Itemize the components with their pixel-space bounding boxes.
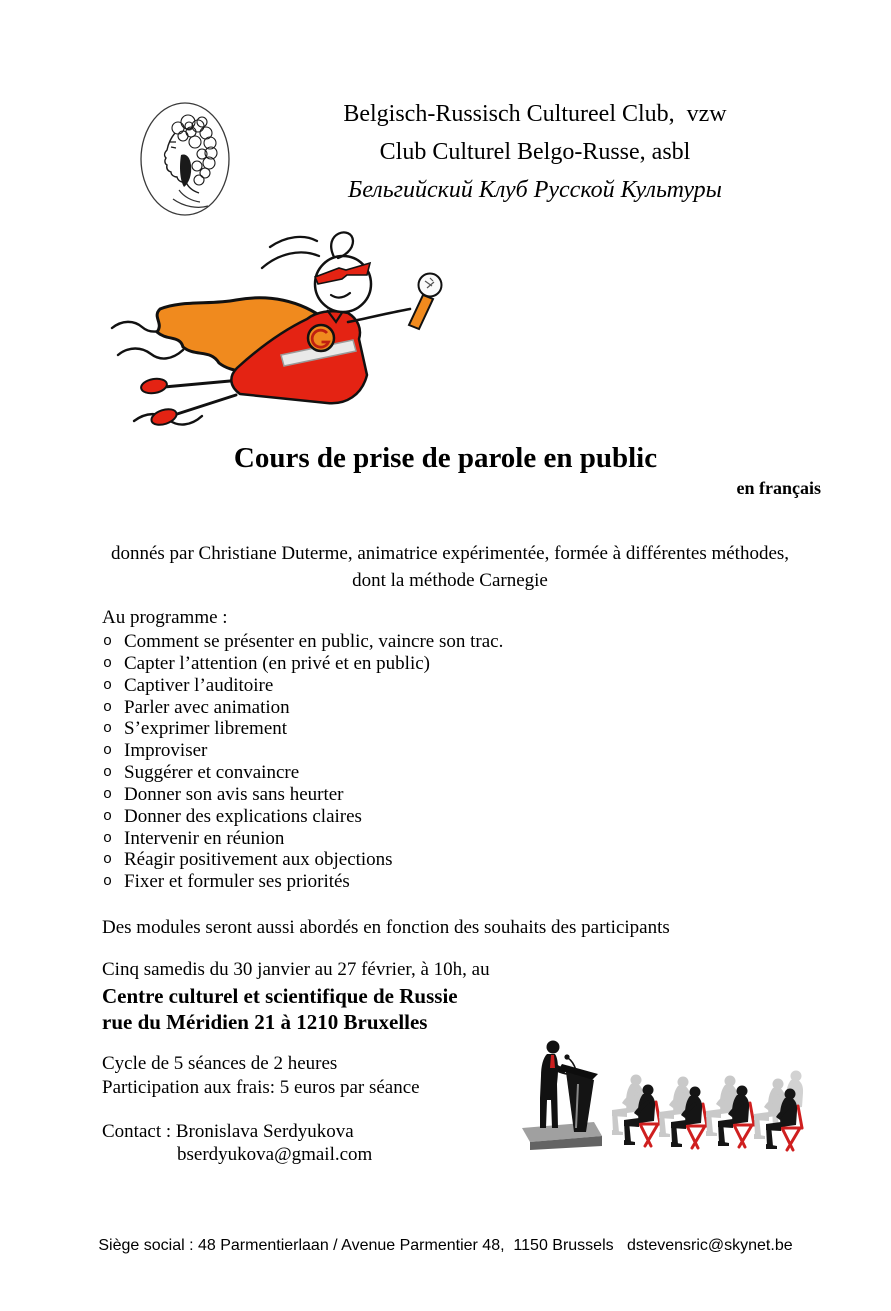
programme-item-text: Capter l’attention (en privé et en public) <box>124 652 430 674</box>
programme-item <box>103 762 503 784</box>
programme-item <box>103 784 503 806</box>
programme-item <box>103 718 503 740</box>
contact-email: bserdyukova@gmail.com <box>177 1144 373 1165</box>
bullet-icon: o <box>103 698 113 716</box>
arm <box>348 309 410 322</box>
bullet-icon: o <box>103 676 113 694</box>
programme-item <box>103 675 503 697</box>
bullet-icon: o <box>103 785 113 803</box>
cycle-info: Cycle de 5 séances de 2 heures <box>102 1053 338 1074</box>
footer-address: Siège social : 48 Parmentierlaan / Avenue Parmentier 48, 1150 Brussels dstevensric@skynet.be <box>98 1237 793 1254</box>
audience-silhouettes <box>612 1071 803 1151</box>
programme-item-text: Captiver l’auditoire <box>124 674 274 696</box>
header-line-french: Club Culturel Belgo-Russe, asbl <box>379 139 691 165</box>
programme-item-text: Improviser <box>124 740 208 762</box>
bullet-icon: o <box>103 742 113 760</box>
venue-name: Centre culturel et scientifique de Russie <box>102 984 458 1008</box>
programme-item-text: Intervenir en réunion <box>124 827 285 849</box>
programme-heading: Au programme : <box>102 607 228 628</box>
bullet-icon: o <box>103 873 113 891</box>
programme-item <box>103 697 503 719</box>
bullet-icon: o <box>103 764 113 782</box>
header <box>185 95 885 209</box>
speaker-audience-icon <box>520 1028 820 1152</box>
programme-item <box>103 653 503 675</box>
legs <box>140 377 236 428</box>
bullet-icon: o <box>103 829 113 847</box>
contact <box>102 1120 372 1166</box>
course-details <box>102 1052 420 1100</box>
programme-item-text: Fixer et formuler ses priorités <box>124 871 350 893</box>
bullet-icon: o <box>103 720 113 738</box>
podium-mic <box>564 1054 569 1059</box>
bullet-icon: o <box>103 807 113 825</box>
venue-address: rue du Méridien 21 à 1210 Bruxelles <box>102 1010 428 1034</box>
bullet-icon: o <box>103 851 113 869</box>
programme-item-text: S’exprimer librement <box>124 718 288 740</box>
header-line-dutch: Belgisch-Russisch Cultureel Club, vzw <box>343 101 727 127</box>
intro-line-2: dont la méthode Carnegie <box>352 570 548 591</box>
programme-item-text: Parler avec animation <box>124 696 290 718</box>
superwoman-illustration-icon <box>110 228 460 440</box>
chest-emblem <box>308 325 334 351</box>
programme-item <box>103 828 503 850</box>
speaker-silhouette <box>540 1041 598 1133</box>
programme-item-text: Suggérer et convaincre <box>124 762 300 784</box>
header-line-russian: Бельгийский Клуб Русской Культуры <box>348 177 722 203</box>
schedule-dates: Cinq samedis du 30 janvier au 27 février, à 10h, au <box>102 959 490 980</box>
fee-info: Participation aux frais: 5 euros par séance <box>102 1077 420 1098</box>
language-note: en français <box>736 478 821 498</box>
page-title: Cours de prise de parole en public <box>233 442 658 474</box>
programme-item <box>103 871 503 893</box>
intro <box>25 540 875 594</box>
programme-item <box>103 849 503 871</box>
platform <box>522 1122 602 1150</box>
schedule <box>102 957 490 1035</box>
programme-item-text: Donner son avis sans heurter <box>124 783 344 805</box>
bullet-icon: o <box>103 654 113 672</box>
programme-item-text: Comment se présenter en public, vaincre son trac. <box>124 631 504 652</box>
microphone-icon <box>409 274 442 330</box>
programme-item <box>103 631 503 653</box>
modules-note: Des modules seront aussi abordés en fonction des souhaits des participants <box>102 917 670 938</box>
programme-item <box>103 740 503 762</box>
intro-line-1: donnés par Christiane Duterme, animatrice expérimentée, formée à différentes méthodes, <box>110 543 790 564</box>
contact-name: Contact : Bronislava Serdyukova <box>102 1121 354 1142</box>
bullet-icon: o <box>103 633 113 650</box>
programme-item <box>103 806 503 828</box>
programme-item-text: Réagir positivement aux objections <box>124 849 393 871</box>
programme-item-text: Donner des explications claires <box>124 805 362 827</box>
programme-list <box>103 631 503 893</box>
